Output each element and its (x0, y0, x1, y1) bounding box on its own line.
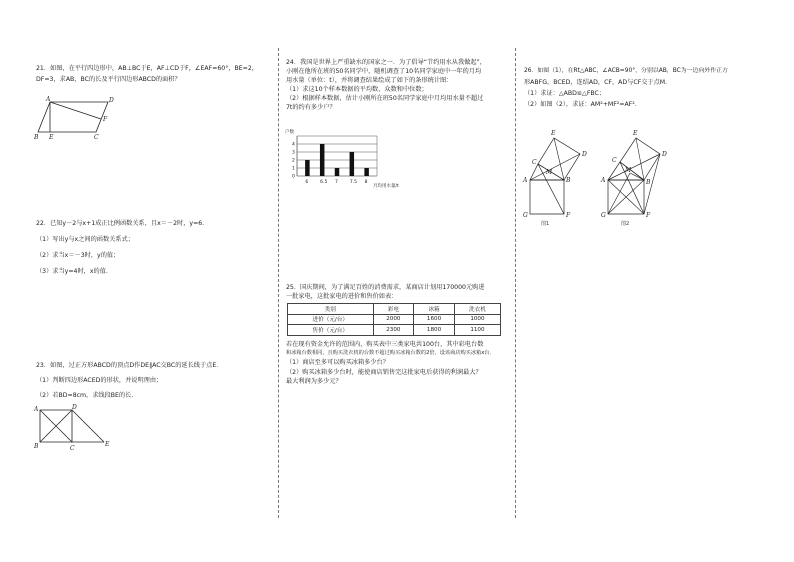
column-divider-1 (278, 48, 279, 518)
q21-line-1: 21．如图，在平行四边形中，AB⊥BC于E，AF⊥CD于F，∠EAF=60°，BE=2， (36, 65, 258, 72)
chart-xtick-label: 7.5 (349, 180, 357, 185)
chart-ytick-label: 2 (292, 158, 295, 164)
q25-after-line-1: 若在现有资金允许的范围内，购买表中三类家电共100台，其中彩电台数 (286, 341, 484, 348)
chart-ylabel: 户数 (285, 130, 294, 135)
question-21 (36, 64, 258, 85)
q24-line-4: （1）求这10个样本数据的平均数、众数和中位数； (286, 86, 428, 93)
q21-label-A: A (46, 96, 51, 103)
fig1-label-C: C (532, 159, 537, 166)
fig1-label-D: D (582, 151, 587, 158)
fig2-label-M: M (625, 167, 632, 174)
q21-label-C: C (94, 134, 99, 140)
q25-after-line-5: 最大利润为多少元？ (286, 377, 342, 385)
chart-bar (335, 168, 340, 176)
table-cell: 2000 (373, 314, 414, 325)
q21-label-D: D (109, 97, 114, 104)
table-header-cell: 彩电 (373, 304, 414, 315)
chart-xtick-label: 8 (364, 180, 368, 185)
q26-line-3: （1）求证：△ABD≌△FBC； (524, 90, 606, 97)
figure-1-caption: 图1 (541, 221, 550, 227)
fig2-label-A: A (601, 177, 606, 184)
fig2-label-C: C (612, 157, 617, 164)
q24-line-3: 用水量（单位：t），并将调查结果绘成了如下的条形统计图： (286, 77, 453, 84)
table-cell: 2300 (373, 325, 414, 336)
q22-line-1: 22．已知y－2与x+1成正比例函数关系，且x＝－2时，y=6． (36, 220, 209, 227)
q22-line-4: （3）求当y=4时，x的值． (36, 268, 113, 275)
q23-square-figure (34, 404, 114, 452)
q21-label-E: E (49, 134, 54, 140)
q24-line-5: （2）根据样本数据，估计小刚所在班50名同学家庭中月均用水量不超过 (286, 95, 484, 102)
q25-after-line-4: （2）购买冰箱多少台时，能使商店销售完这批家电后获得的利润最大？ (286, 368, 482, 376)
chart-xtick-label: 6 (305, 180, 309, 185)
fig1-label-F: F (566, 212, 571, 218)
fig2-label-G: G (601, 212, 606, 218)
question-22 (36, 216, 208, 280)
q25-after-line-3: （1）商店至多可以购买冰箱多少台？ (286, 359, 389, 367)
figure-2-caption: 图2 (621, 221, 630, 227)
chart-xlabel: 月均用水量/t (373, 184, 399, 189)
chart-ytick-label: 1 (292, 166, 295, 172)
question-25 (286, 283, 485, 301)
chart-bar (320, 144, 325, 176)
q23-label-E: E (105, 441, 110, 448)
fig2-label-D: D (662, 151, 667, 158)
chart-xtick-label: 7 (335, 180, 338, 185)
fig2-label-E: E (633, 130, 638, 137)
q25-price-table (287, 303, 501, 336)
chart-ytick-label: 3 (292, 150, 295, 156)
chart-bar (350, 152, 355, 176)
q23-line-1: 23．如图，过正方形ABCD的顶点D作DE∥AC交BC的延长线于点E． (36, 362, 223, 369)
q25-line-1: 25．国庆期间，为了满足百姓的消费需求，某商店计划用170000元购进 (286, 284, 485, 291)
question-23 (36, 358, 222, 403)
table-cell: 1800 (414, 325, 455, 336)
fig1-label-E: E (551, 130, 556, 137)
fig2-label-B: B (646, 179, 651, 186)
chart-ytick-label: 4 (292, 142, 295, 148)
question-26 (524, 66, 728, 110)
q25-after-line-2: 和冰箱台数相同，且购买洗衣机的台数不超过购买冰箱台数的2倍，设该商店购买冰箱x台． (286, 350, 495, 357)
q26-line-4: （2）如图（2），求证：AM²+MF²=AF²． (524, 101, 641, 108)
fig1-label-A: A (523, 177, 528, 184)
q23-label-A: A (34, 406, 39, 413)
table-header-cell: 类别 (288, 304, 374, 315)
table-header-cell: 冰箱 (414, 304, 455, 315)
table-row (288, 325, 501, 336)
q23-line-2: （1）判断四边形ACED的形状，并说明理由； (36, 377, 163, 384)
q21-parallelogram-figure (34, 94, 124, 140)
q21-label-B: B (34, 134, 39, 140)
q24-bar-chart (283, 126, 413, 192)
table-cell: 1600 (414, 314, 455, 325)
question-25-continued (286, 340, 495, 386)
chart-bar (305, 160, 310, 176)
q21-label-F: F (103, 116, 108, 123)
table-cell: 进价（元/台） (288, 314, 374, 325)
table-header-cell: 洗衣机 (454, 304, 500, 315)
chart-xtick-label: 6.5 (320, 180, 328, 185)
q26-figure-1 (518, 126, 600, 218)
column-divider-2 (515, 48, 516, 518)
q26-line-1: 26．如图（1），在Rt△ABC，∠ACB=90°，分别以AB，BC为一边向外作正方 (524, 68, 728, 74)
fig1-label-G: G (523, 212, 528, 218)
question-24 (286, 58, 486, 112)
q25-line-2: 一批家电，这批家电的进价和售价如表： (286, 293, 398, 300)
q23-label-C: C (70, 445, 75, 452)
chart-ytick-label: 0 (292, 174, 295, 180)
table-row (288, 314, 501, 325)
q24-line-1: 24．我国是世界上严重缺水的国家之一．为了倡导“节约用水从我做起”， (286, 59, 486, 66)
table-cell: 1100 (454, 325, 500, 336)
fig1-label-B: B (566, 177, 571, 184)
fig2-label-F: F (646, 212, 651, 218)
q24-line-6: 7t的约有多少户？ (286, 104, 336, 111)
table-cell: 售价（元/台） (288, 325, 374, 336)
q26-line-2: 形ABFG，BCED，连结AD，CF，AD与CF交于点M． (524, 79, 672, 86)
q26-figure-2 (594, 126, 680, 218)
q23-label-B: B (34, 443, 39, 450)
q21-line-2: DF=3，求AB，BC的长及平行四边形ABCD的面积？ (36, 75, 181, 83)
fig1-label-M: M (546, 169, 553, 176)
q23-line-3: （2）若BD=8cm，求线段BE的长． (36, 392, 138, 399)
table-cell: 1000 (454, 314, 500, 325)
chart-bar (364, 168, 369, 176)
q22-line-2: （1）写出y与x之间的函数关系式； (36, 236, 134, 243)
q24-line-2: 小刚在他所在班的50名同学中，随机调查了10名同学家庭中一年的月均 (286, 68, 482, 75)
q22-line-3: （2）求当x＝－3时，y的值； (36, 252, 120, 259)
q23-label-D: D (72, 404, 77, 411)
table-header-row (288, 304, 501, 315)
